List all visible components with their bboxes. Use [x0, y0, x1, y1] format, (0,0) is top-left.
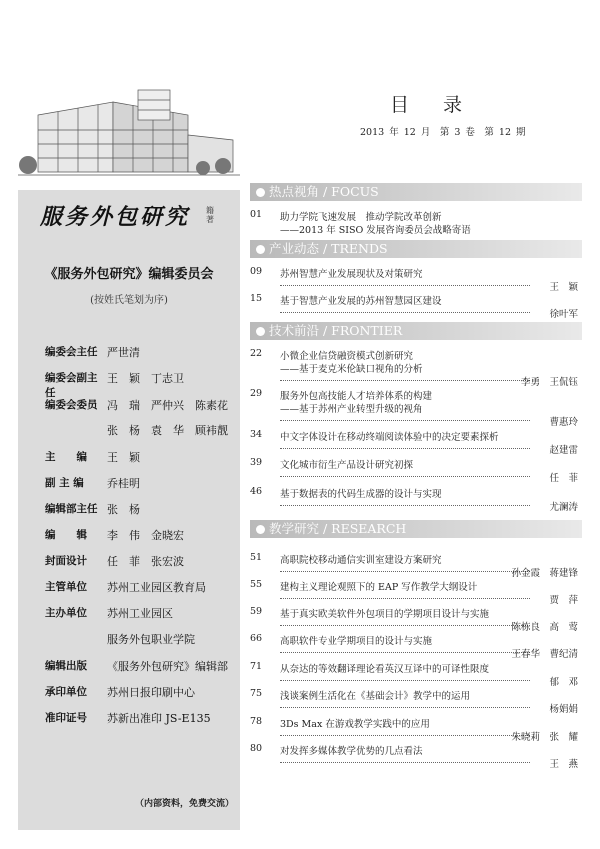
entry-page-number: 22 — [250, 348, 263, 359]
committee-value: 冯 瑞 严仲兴 陈素花 — [107, 399, 228, 412]
entry-author: 郁 邓 — [549, 677, 578, 688]
dot-leader — [280, 501, 530, 506]
entry-page-number: 66 — [250, 633, 263, 644]
entry-title: 中文字体设计在移动终端阅读体验中的决定要素探析 — [280, 432, 499, 443]
toc-entry[interactable] — [250, 661, 582, 686]
committee-value: 苏新出准印 JS-E135 — [107, 712, 211, 725]
dot-leader — [280, 416, 530, 421]
entry-title: 文化城市衍生产品设计研究初探 — [280, 460, 414, 471]
committee-row — [45, 475, 235, 491]
toc-entry[interactable] — [250, 429, 582, 454]
entry-page-number: 78 — [250, 716, 263, 727]
toc-title: 目 录 — [390, 94, 477, 116]
section-research — [250, 520, 582, 538]
entry-author: 任 菲 — [549, 473, 578, 484]
entry-subtitle: ——基于麦克米伦缺口视角的分析 — [280, 364, 423, 375]
entry-subtitle: ——基于苏州产业转型升级的视角 — [280, 404, 423, 415]
committee-label: 主办单位 — [45, 607, 87, 619]
entry-title: 从奈达的等效翻译理论看英汉互译中的可译性限度 — [280, 664, 490, 675]
toc-entry[interactable] — [250, 633, 582, 658]
entry-title: 苏州智慧产业发展现状及对策研究 — [280, 269, 423, 280]
dot-leader — [280, 567, 530, 572]
committee-row — [45, 710, 235, 726]
entry-title: 服务外包高技能人才培养体系的构建 — [280, 391, 433, 402]
dot-leader — [280, 281, 530, 286]
dot-leader — [280, 648, 530, 653]
entry-author: 王春华 曹纪清 — [511, 649, 578, 660]
entry-page-number: 80 — [250, 743, 263, 754]
dot-leader — [280, 676, 530, 681]
committee-value: 严世清 — [107, 346, 140, 359]
dot-leader — [280, 308, 530, 313]
entry-title: 高职院校移动通信实训室建设方案研究 — [280, 555, 442, 566]
toc-entry[interactable] — [250, 209, 582, 247]
entry-page-number: 51 — [250, 552, 263, 563]
committee-label: 主 编 — [45, 451, 87, 463]
dot-leader — [280, 472, 530, 477]
committee-row — [45, 579, 235, 595]
committee-row — [45, 397, 235, 413]
committee-value: 任 菲 张宏波 — [107, 555, 184, 568]
committee-row — [45, 684, 235, 700]
toc-entry[interactable] — [250, 486, 582, 511]
bullet-icon — [256, 525, 265, 534]
entry-author: 王 颖 — [549, 282, 578, 293]
entry-page-number: 01 — [250, 209, 263, 220]
committee-row — [45, 422, 235, 438]
entry-subtitle: ——2013 年 SISO 发展咨询委员会战略寄语 — [280, 225, 471, 236]
issue-info: 2013 年 12 月 第 3 卷 第 12 期 — [360, 127, 526, 138]
committee-row — [45, 605, 235, 621]
committee-label: 准印证号 — [45, 712, 87, 724]
campus-building-sketch — [18, 80, 240, 190]
committee-label: 副 主 编 — [45, 477, 84, 489]
entry-title: 对发挥多媒体教学优势的几点看法 — [280, 746, 423, 757]
entry-page-number: 75 — [250, 688, 263, 699]
committee-value: 苏州工业园区 — [107, 607, 173, 620]
toc-entry[interactable] — [250, 552, 582, 577]
committee-label: 编委会委员 — [45, 399, 98, 411]
toc-entry[interactable] — [250, 579, 582, 604]
entry-page-number: 29 — [250, 388, 263, 399]
section-focus — [250, 183, 582, 201]
toc-entry[interactable] — [250, 716, 582, 741]
section-title: 技术前沿 / FRONTIER — [269, 323, 403, 338]
committee-value: 乔桂明 — [107, 477, 140, 490]
entry-page-number: 09 — [250, 266, 263, 277]
committee-value: 苏州工业园区教育局 — [107, 581, 206, 594]
committee-row — [45, 449, 235, 465]
committee-label — [45, 422, 107, 438]
committee-label: 封面设计 — [45, 555, 87, 567]
toc-entry[interactable] — [250, 457, 582, 482]
committee-label: 承印单位 — [45, 686, 87, 698]
committee-value: 张 杨 袁 华 顾袆靓 — [107, 424, 228, 437]
dot-leader — [280, 731, 530, 736]
committee-row — [45, 553, 235, 569]
bullet-icon — [256, 188, 265, 197]
committee-label — [45, 631, 107, 647]
committee-label: 编委会副主任 — [45, 372, 98, 399]
entry-page-number: 59 — [250, 606, 263, 617]
entry-author: 陈栋良 高 莺 — [511, 622, 578, 633]
committee-value: 张 杨 — [107, 503, 140, 516]
entry-title: 基于数据表的代码生成器的设计与实现 — [280, 489, 442, 500]
committee-row — [45, 344, 235, 360]
brand-name: 服务外包研究 — [40, 204, 191, 230]
entry-author: 贾 萍 — [549, 595, 578, 606]
brand-signature: 籍著 — [206, 206, 214, 224]
committee-note: (按姓氏笔划为序) — [90, 295, 168, 306]
toc-entry[interactable] — [250, 388, 582, 426]
toc-entry[interactable] — [250, 606, 582, 631]
committee-label: 编委会主任 — [45, 346, 98, 358]
section-frontier — [250, 322, 582, 340]
committee-row — [45, 501, 235, 517]
committee-label: 编辑出版 — [45, 660, 87, 672]
entry-title: 高职软件专业学期项目的设计与实施 — [280, 636, 433, 647]
entry-page-number: 55 — [250, 579, 263, 590]
committee-value: 王 颖 丁志卫 — [107, 372, 184, 385]
entry-author: 孙金霞 蒋建锋 — [511, 568, 578, 579]
entry-title: 基于智慧产业发展的苏州智慧园区建设 — [280, 296, 442, 307]
committee-value: 苏州日报印刷中心 — [107, 686, 195, 699]
toc-entry[interactable] — [250, 266, 582, 291]
dot-leader — [280, 758, 530, 763]
section-title: 产业动态 / TRENDS — [269, 241, 388, 256]
committee-row — [45, 631, 235, 647]
entry-author: 李勇 王侃钰 — [520, 377, 578, 388]
entry-author: 尤澜涛 — [549, 502, 578, 513]
entry-title: 3Ds Max 在游戏教学实践中的应用 — [280, 719, 430, 730]
dot-leader — [280, 703, 530, 708]
committee-row — [45, 658, 235, 674]
entry-author: 曹惠玲 — [549, 417, 578, 428]
entry-title: 浅谈案例生活化在《基础会计》教学中的运用 — [280, 691, 471, 702]
entry-page-number: 34 — [250, 429, 263, 440]
free-note: （内部资料，免费交流） — [135, 799, 235, 809]
entry-title: 建构主义理论观照下的 EAP 写作教学大纲设计 — [280, 582, 478, 593]
toc-entry[interactable] — [250, 293, 582, 318]
entry-author: 王 燕 — [549, 759, 578, 770]
entry-title: 基于真实欧美软件外包项目的学期项目设计与实施 — [280, 609, 490, 620]
committee-value: 《服务外包研究》编辑部 — [107, 660, 228, 673]
entry-page-number: 71 — [250, 661, 263, 672]
committee-row — [45, 370, 235, 400]
toc-entry[interactable] — [250, 688, 582, 713]
dot-leader — [280, 621, 530, 626]
committee-title: 《服务外包研究》编辑委员会 — [44, 267, 214, 282]
section-title: 教学研究 / RESEARCH — [269, 521, 407, 536]
entry-author: 徐叶军 — [549, 309, 578, 320]
toc-entry[interactable] — [250, 348, 582, 386]
entry-title: 小微企业信贷融资模式创新研究 — [280, 351, 414, 362]
entry-page-number: 46 — [250, 486, 263, 497]
committee-row — [45, 527, 235, 543]
entry-author: 杨娟娟 — [549, 704, 578, 715]
toc-entry[interactable] — [250, 743, 582, 768]
journal-brand — [40, 200, 230, 240]
entry-page-number: 15 — [250, 293, 263, 304]
dot-leader — [280, 376, 530, 381]
entry-author: 赵建雷 — [549, 445, 578, 456]
committee-value: 李 伟 金晓宏 — [107, 529, 184, 542]
committee-label: 编 辑 — [45, 529, 87, 541]
bullet-icon — [256, 327, 265, 336]
entry-author: 朱晓莉 张 耀 — [511, 732, 578, 743]
committee-label: 主管单位 — [45, 581, 87, 593]
dot-leader — [280, 444, 530, 449]
entry-page-number: 39 — [250, 457, 263, 468]
committee-value: 服务外包职业学院 — [107, 633, 195, 646]
dot-leader — [280, 594, 530, 599]
entry-title: 助力学院飞速发展 推动学院改革创新 — [280, 212, 442, 223]
committee-value: 王 颖 — [107, 451, 140, 464]
section-title: 热点视角 / FOCUS — [269, 184, 379, 199]
committee-label: 编辑部主任 — [45, 503, 98, 515]
